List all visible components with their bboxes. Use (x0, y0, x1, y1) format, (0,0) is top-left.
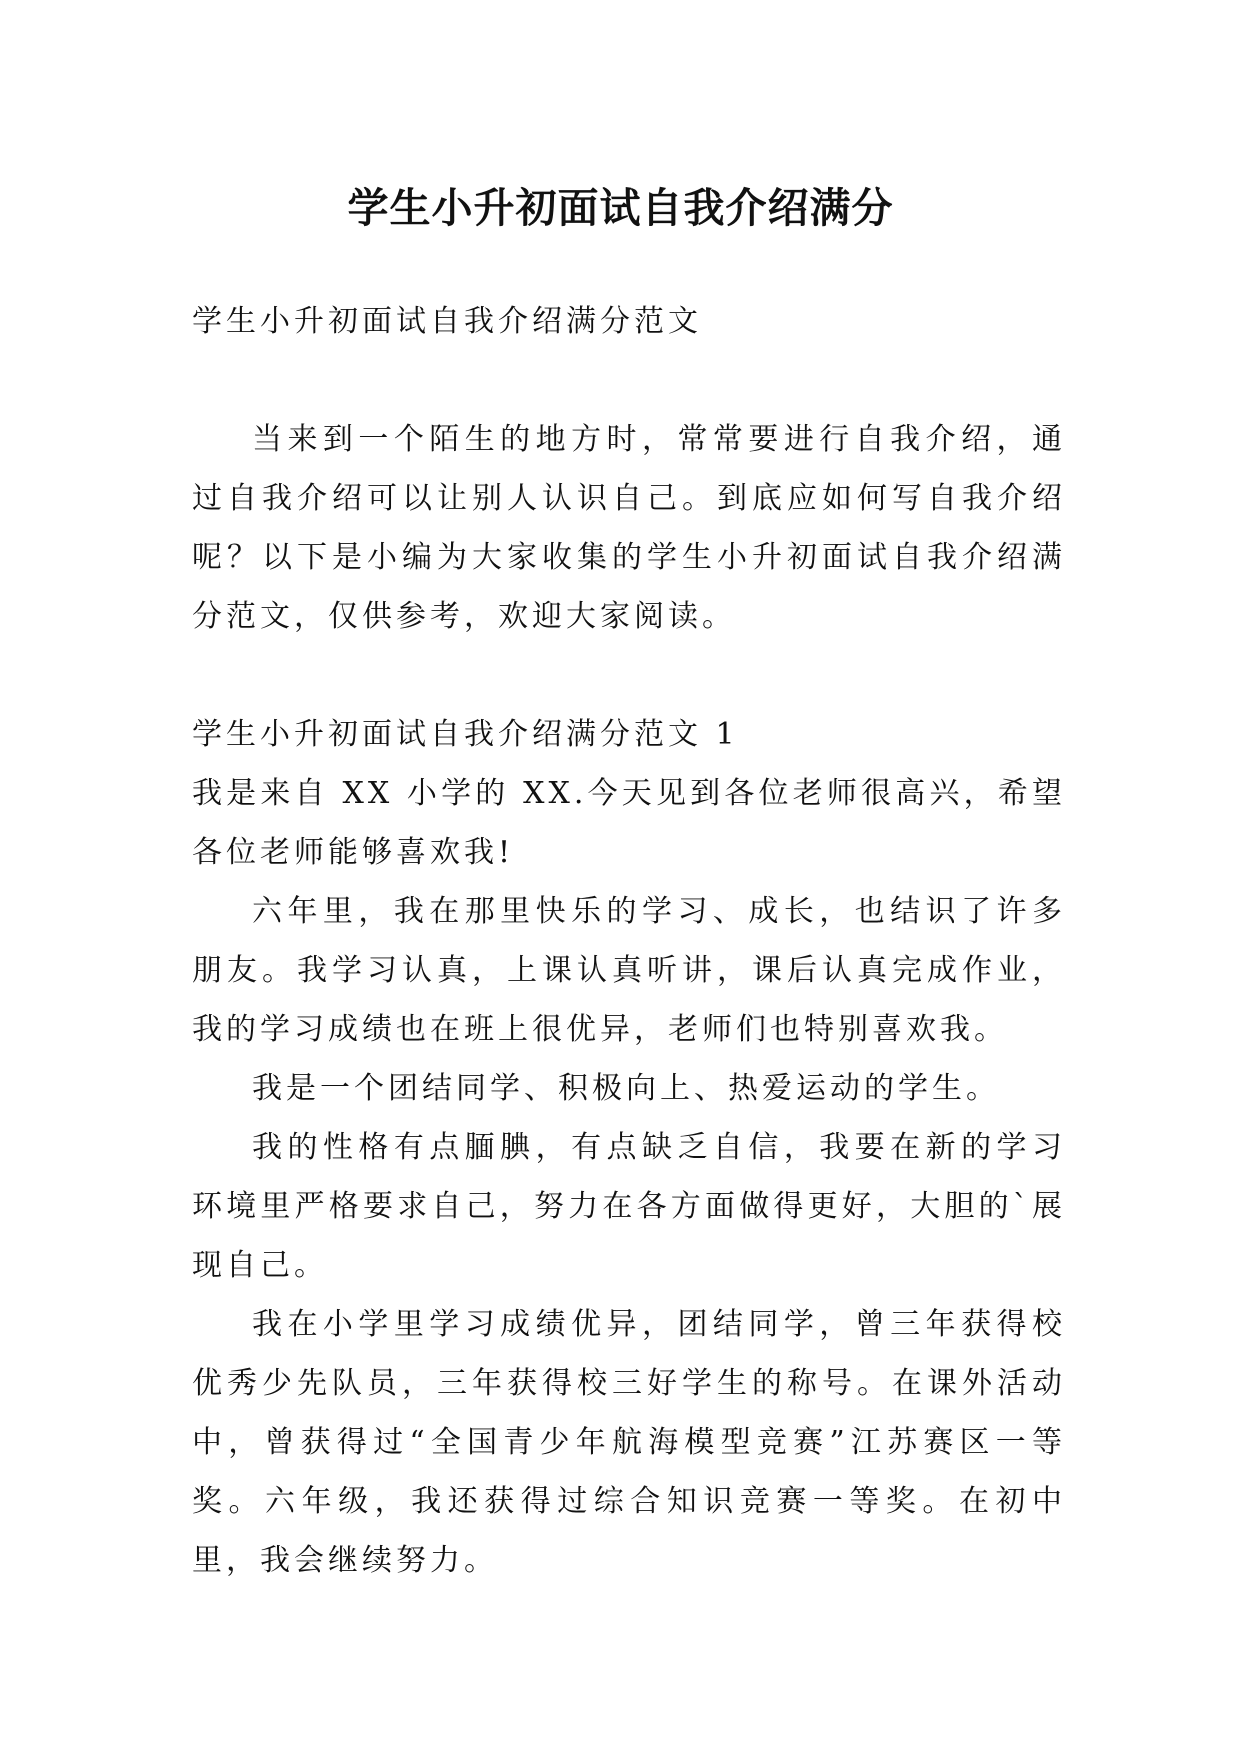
document-body (192, 292, 1066, 1590)
document-title: 学生小升初面试自我介绍满分 (347, 184, 894, 233)
intro-paragraph: 当来到一个陌生的地方时，常常要进行自我介绍，通过自我介绍可以让别人认识自己。到底应如何写自我介绍呢？以下是小编为大家收集的学生小升初面试自我介绍满分范文，仅供参考，欢迎大家阅读。 (192, 422, 1066, 634)
body-paragraph: 我在小学里学习成绩优异，团结同学，曾三年获得校优秀少先队员，三年获得校三好学生的称号。在课外活动中，曾获得过“全国青少年航海模型竞赛”江苏赛区一等奖。六年级，我还获得过综合知识竞赛一等奖。在初中里，我会继续努力。 (192, 1307, 1066, 1578)
body-paragraph: 我是一个团结同学、积极向上、热爱运动的学生。 (252, 1071, 1000, 1106)
body-paragraph: 我是来自 XX 小学的 XX.今天见到各位老师很高兴，希望各位老师能够喜欢我! (192, 776, 1066, 870)
section-heading: 学生小升初面试自我介绍满分范文 1 (192, 717, 739, 752)
body-paragraph: 六年里，我在那里快乐的学习、成长，也结识了许多朋友。我学习认真，上课认真听讲，课后认真完成作业，我的学习成绩也在班上很优异，老师们也特别喜欢我。 (192, 894, 1066, 1047)
body-paragraph: 我的性格有点腼腆，有点缺乏自信，我要在新的学习环境里严格要求自己，努力在各方面做得更好，大胆的`展现自己。 (192, 1130, 1066, 1283)
document-subtitle: 学生小升初面试自我介绍满分范文 (192, 304, 702, 339)
